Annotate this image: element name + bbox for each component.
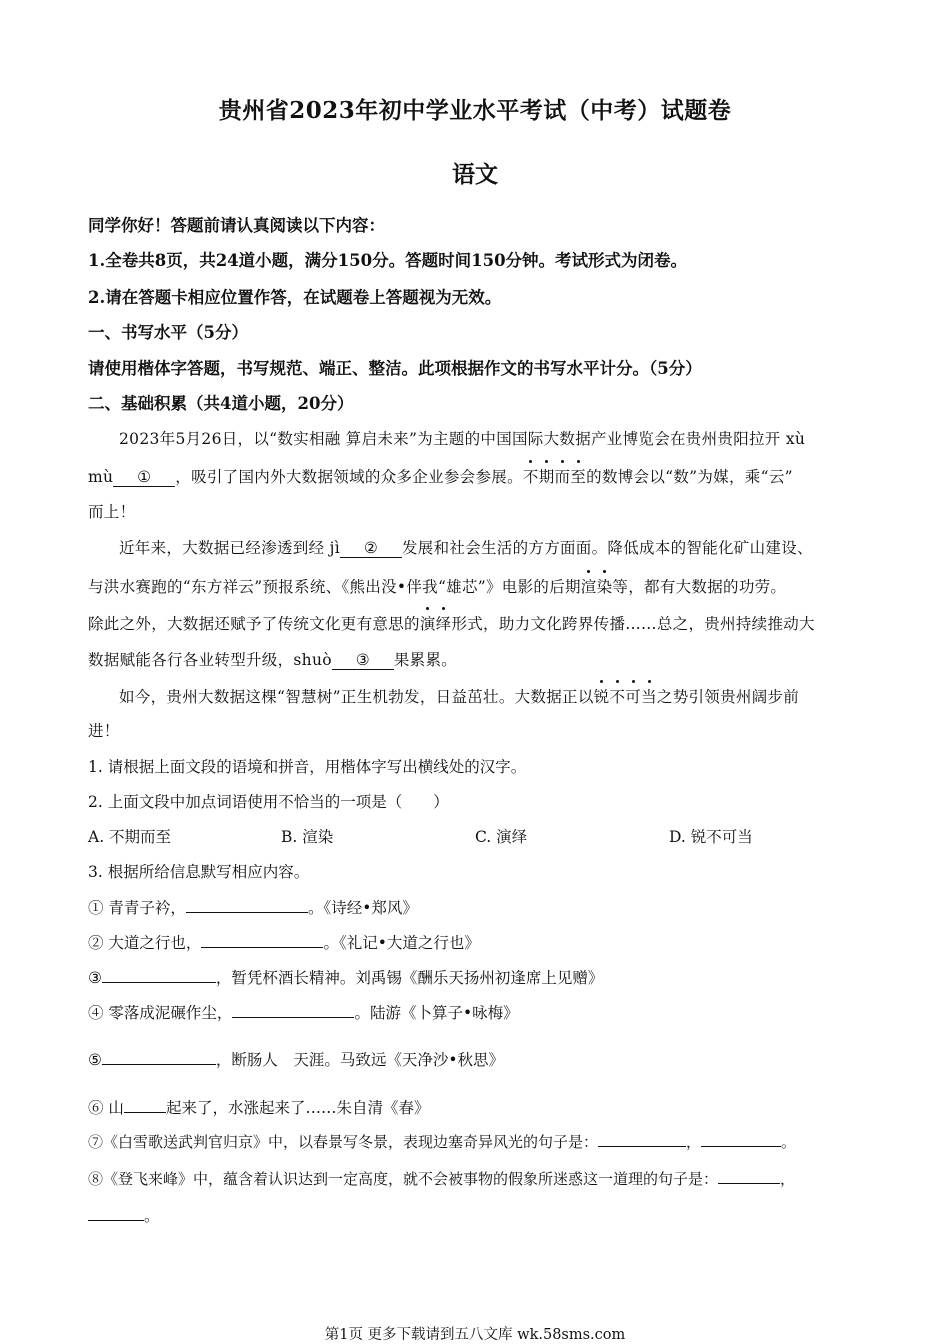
text: ⑧《登飞来峰》中，蕴含着认识达到一定高度，就不会被事物的假象所迷惑这一道理的句子是： — [88, 1170, 719, 1188]
question-3: 3. 根据所给信息默写相应内容。 — [88, 863, 310, 881]
passage-p3-line2: 进！ — [88, 722, 120, 740]
text: ⑤ — [88, 1051, 102, 1069]
text: 等，都有大数据的功劳。 — [612, 578, 787, 596]
passage-p2-line2 — [88, 575, 786, 597]
text: 除此之外，大数据还赋予了传统文化更有意思的 — [88, 615, 420, 633]
passage-p1-line3: 而上！ — [88, 503, 136, 521]
pinyin-xumu: mù — [88, 468, 114, 486]
text: ③ — [88, 969, 102, 987]
answer-blank — [598, 1146, 686, 1147]
question-2: 2. 上面文段中加点词语使用不恰当的一项是（ ） — [88, 793, 449, 811]
text: ④ 零落成泥碾作尘， — [88, 1004, 233, 1022]
text: 如今，贵州大数据这棵“智慧树”正生机勃发，日益茁壮。大数据正以 — [119, 688, 594, 706]
text: ⑦《白雪歌送武判官归京》中，以春景写冬景，表现边塞奇异风光的句子是： — [88, 1133, 599, 1151]
notice-greeting: 同学你好！答题前请认真阅读以下内容： — [88, 216, 385, 235]
answer-blank — [124, 1112, 166, 1113]
option-a: A. 不期而至 — [88, 828, 172, 846]
text: 发展和社会生活的方方面面。降低成本的智能化矿山建设、 — [402, 539, 813, 557]
recite-item-4 — [88, 1001, 519, 1023]
passage-p1-line1: 2023年5月26日，以“数实相融 算启未来”为主题的中国国际大数据产业博览会在贵州贵阳拉开 xù — [119, 430, 806, 448]
recite-item-6 — [88, 1096, 429, 1118]
text: ⑥ 山 — [88, 1099, 124, 1117]
passage-p2-line4 — [88, 648, 457, 670]
text: 起来了，水涨起来了……朱自清《春》 — [165, 1099, 430, 1117]
recite-item-7 — [88, 1131, 796, 1152]
section2-heading: 二、基础积累（共4道小题，20分） — [88, 394, 354, 413]
text: 。陆游《卜算子•咏梅》 — [354, 1004, 519, 1022]
notice-item-1: 1.全卷共8页，共24道小题，满分150分。答题时间150分钟。考试形式为闭卷。 — [88, 251, 688, 270]
blank-3: ③ — [332, 651, 394, 670]
answer-blank — [88, 1220, 144, 1221]
text: 之势引领贵州阔步前 — [656, 688, 800, 706]
passage-p2-line1 — [119, 536, 813, 558]
notice-item-2: 2.请在答题卡相应位置作答，在试题卷上答题视为无效。 — [88, 288, 502, 307]
passage-p2-line3 — [88, 612, 815, 634]
text: ，断肠人 天涯。马致远《天净沙•秋思》 — [215, 1051, 505, 1069]
option-b: B. 渲染 — [281, 828, 334, 846]
answer-blank — [102, 982, 216, 983]
text: ，暂凭杯酒长精神。刘禹锡《酬乐天扬州初逢席上见赠》 — [215, 969, 604, 987]
answer-blank — [102, 1064, 216, 1065]
text: 。《礼记•大道之行也》 — [323, 934, 480, 952]
dotted-word-xuanran: 渲染 — [581, 578, 613, 596]
text: 果累累。 — [393, 651, 458, 669]
section1-heading: 一、书写水平（5分） — [88, 323, 248, 342]
text: 的数博会以“数”为媒，乘“云” — [586, 468, 793, 486]
passage-p3-line1 — [119, 685, 799, 707]
option-c: C. 演绎 — [475, 828, 528, 846]
recite-item-3 — [88, 966, 603, 988]
text: 。《诗经•郑风》 — [307, 899, 418, 917]
text: 近年来，大数据已经渗透到经 jì — [119, 539, 340, 557]
answer-blank — [232, 1017, 354, 1018]
text: 数据赋能各行各业转型升级，shuò — [88, 651, 332, 669]
recite-item-1 — [88, 896, 418, 918]
text: ， — [686, 1133, 702, 1151]
text: 形式，助力文化跨界传播……总之，贵州持续推动大 — [451, 615, 815, 633]
text: ，吸引了国内外大数据领域的众多企业参会参展。 — [175, 468, 523, 486]
recite-item-8-line2 — [88, 1204, 160, 1226]
answer-blank — [718, 1183, 780, 1184]
recite-item-2 — [88, 931, 480, 953]
blank-2: ② — [340, 539, 402, 558]
answer-blank — [186, 912, 308, 913]
text: 。 — [144, 1207, 160, 1225]
recite-item-5 — [88, 1048, 504, 1070]
dotted-word-buqierzhi: 不期而至 — [523, 468, 586, 486]
recite-item-8-line1 — [88, 1168, 795, 1189]
text: ， — [780, 1170, 796, 1188]
answer-blank — [201, 947, 323, 948]
text: 。 — [781, 1133, 797, 1151]
question-1: 1. 请根据上面文段的语境和拼音，用楷体字写出横线处的汉字。 — [88, 758, 527, 776]
section1-text: 请使用楷体字答题，书写规范、端正、整洁。此项根据作文的书写水平计分。（5分） — [88, 359, 702, 378]
passage-p1-line2 — [88, 465, 793, 487]
text: ① 青青子衿， — [88, 899, 186, 917]
exam-title: 贵州省2023年初中学业水平考试（中考）试题卷 — [218, 97, 732, 124]
dotted-word-ruibukedang: 锐不可当 — [594, 688, 657, 706]
text: 与洪水赛跑的“东方祥云”预报系统、《熊出没•伴我“雄芯”》电影的后期 — [88, 578, 581, 596]
option-d: D. 锐不可当 — [669, 828, 753, 846]
subject-title: 语文 — [452, 161, 498, 188]
dotted-word-yanyi: 演绎 — [420, 615, 452, 633]
blank-1: ① — [113, 468, 175, 487]
answer-blank — [701, 1146, 781, 1147]
text: ② 大道之行也， — [88, 934, 202, 952]
page-footer: 第1页 更多下载请到五八文库 wk.58sms.com — [324, 1327, 626, 1343]
